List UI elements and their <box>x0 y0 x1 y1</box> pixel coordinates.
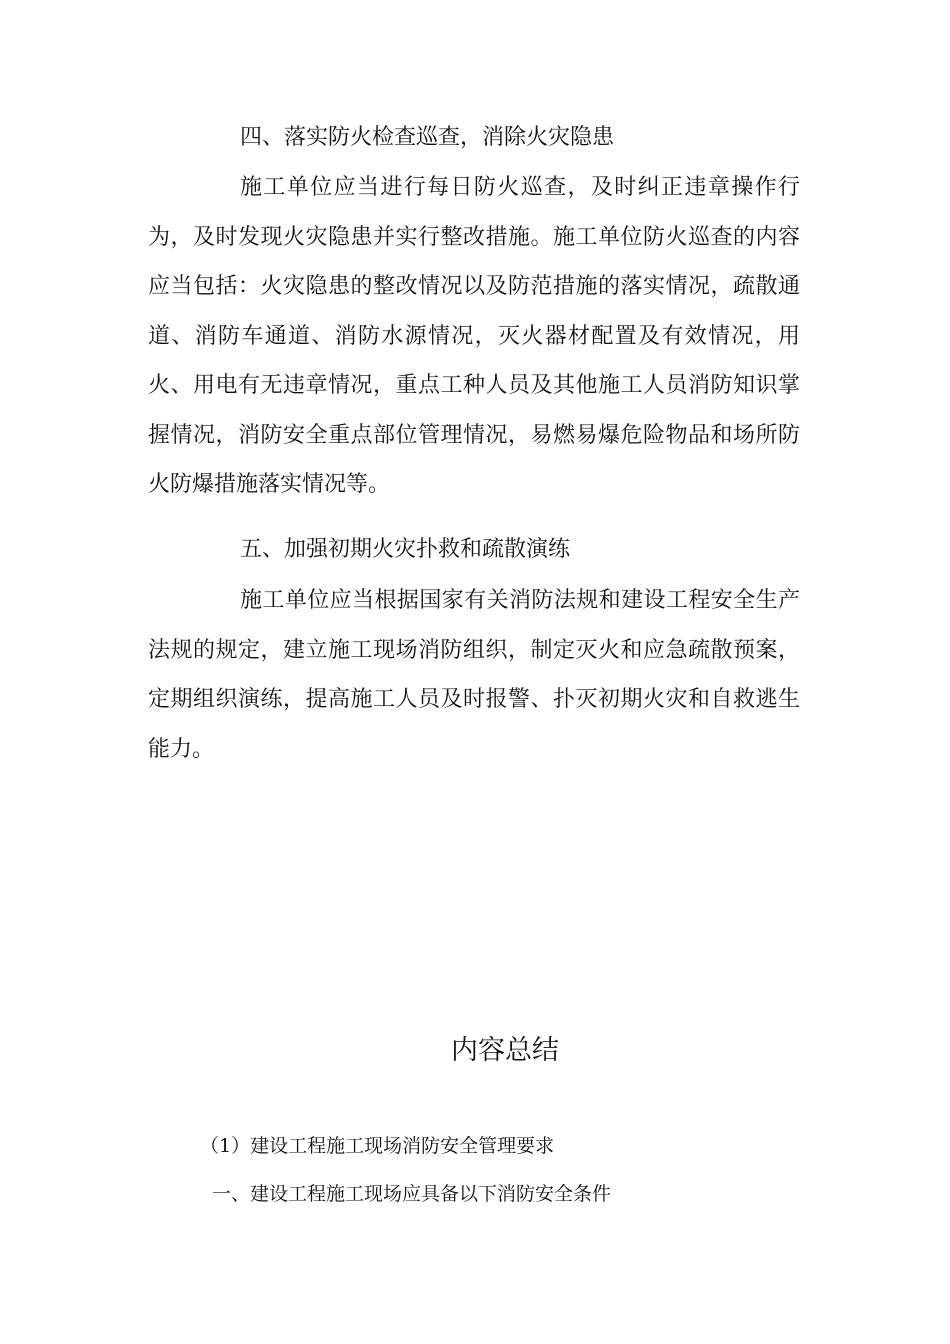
section-4-heading: 四、落实防火检查巡查，消除火灾隐患 <box>240 125 615 150</box>
summary-item-1: （1）建设工程施工现场消防安全管理要求 <box>200 1135 555 1157</box>
section-5-heading: 五、加强初期火灾扑救和疏散演练 <box>240 537 571 562</box>
section-4-paragraph: 施工单位应当进行每日防火巡查，及时纠正违章操作行为，及时发现火灾隐患并实行整改措施。施工单位防火巡查的内容应当包括：火灾隐患的整改情况以及防范措施的落实情况，疏散通道、消防车通道、消防水源情况，灭火器材配置及有效情况，用火、用电有无违章情况，重点工种人员及其他施工人员消防知识掌握情况，消防安全重点部位管理情况，易燃易爆危险物品和场所防火防爆措施落实情况等。 <box>148 175 800 497</box>
summary-title: 内容总结 <box>451 1035 559 1066</box>
section-5-paragraph: 施工单位应当根据国家有关消防法规和建设工程安全生产法规的规定，建立施工现场消防组织，制定灭火和应急疏散预案，定期组织演练，提高施工人员及时报警、扑灭初期火灾和自救逃生能力。 <box>148 588 800 762</box>
summary-item-2: 一、建设工程施工现场应具备以下消防安全条件 <box>212 1183 612 1205</box>
